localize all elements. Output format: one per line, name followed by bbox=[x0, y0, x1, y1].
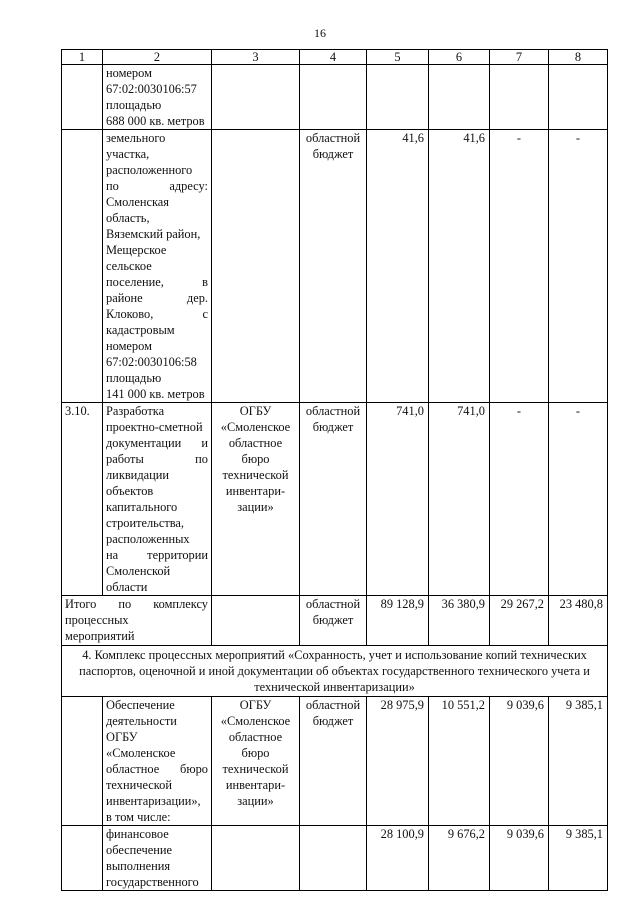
text-line: областное bbox=[228, 730, 283, 744]
text-line: областной bbox=[305, 698, 361, 712]
executor-cell bbox=[212, 596, 300, 646]
text-line: площадью bbox=[106, 98, 162, 112]
table-row bbox=[62, 130, 608, 403]
value-cell: - bbox=[549, 403, 608, 596]
row-number-cell bbox=[62, 826, 103, 891]
executor-cell bbox=[212, 65, 300, 130]
text-line: ликвидации bbox=[106, 468, 170, 482]
value-cell: 741,0 bbox=[367, 403, 429, 596]
value-cell: - bbox=[549, 130, 608, 403]
text-line: областной bbox=[305, 131, 361, 145]
text-line: расположенных bbox=[106, 532, 190, 546]
value-cell bbox=[429, 65, 490, 130]
text-line: земельного bbox=[106, 131, 166, 145]
text-line: областное бюро bbox=[106, 762, 208, 776]
page-number: 16 bbox=[314, 26, 326, 40]
budget-source-cell bbox=[300, 403, 367, 596]
text-line: Обеспечение bbox=[106, 698, 175, 712]
text-line: строительства, bbox=[106, 516, 185, 530]
budget-table bbox=[61, 49, 608, 891]
text-line: Мещерское bbox=[106, 243, 167, 257]
text-line: капитального bbox=[106, 500, 178, 514]
value-cell: 9 385,1 bbox=[549, 697, 608, 826]
measure-name-cell bbox=[103, 826, 212, 891]
text-line: инвентаризации», bbox=[106, 794, 201, 808]
header-cell: 1 bbox=[62, 50, 103, 65]
text-line: «Смоленское bbox=[220, 714, 291, 728]
measure-name-cell bbox=[103, 403, 212, 596]
value-cell: 41,6 bbox=[367, 130, 429, 403]
section-heading: 4. Комплекс процессных мероприятий «Сохранность, учет и использование копий технических паспортов, оценочной и иной документации об объектах государственного технического учета и технической инвентаризации» bbox=[62, 646, 608, 697]
text-line: бюджет bbox=[312, 147, 354, 161]
header-cell: 4 bbox=[300, 50, 367, 65]
header-row bbox=[62, 50, 608, 65]
table-row bbox=[62, 403, 608, 596]
text-line: 67:02:0030106:58 bbox=[106, 355, 197, 369]
value-cell: - bbox=[490, 403, 549, 596]
text-line: Разработка bbox=[106, 404, 165, 418]
value-cell: 36 380,9 bbox=[429, 596, 490, 646]
text-line: зации» bbox=[237, 500, 274, 514]
value-cell: 9 385,1 bbox=[549, 826, 608, 891]
text-line: поселение, в bbox=[106, 275, 208, 289]
text-line: на территории bbox=[106, 548, 208, 562]
text-line: технической bbox=[106, 778, 172, 792]
value-cell: 23 480,8 bbox=[549, 596, 608, 646]
header-cell: 5 bbox=[367, 50, 429, 65]
executor-cell bbox=[212, 826, 300, 891]
text-line: Смоленской bbox=[106, 564, 171, 578]
text-line: кадастровым bbox=[106, 323, 175, 337]
text-line: ОГБУ bbox=[239, 698, 272, 712]
measure-name-cell bbox=[103, 130, 212, 403]
text-line: расположенного bbox=[106, 163, 193, 177]
value-cell: 10 551,2 bbox=[429, 697, 490, 826]
section-row bbox=[62, 646, 608, 697]
table-row bbox=[62, 65, 608, 130]
text-line: Итого по комплексу bbox=[65, 597, 208, 611]
table-row bbox=[62, 826, 608, 891]
value-cell: 28 975,9 bbox=[367, 697, 429, 826]
text-line: деятельности bbox=[106, 714, 177, 728]
text-line: объектов bbox=[106, 484, 154, 498]
value-cell: 89 128,9 bbox=[367, 596, 429, 646]
text-line: номером bbox=[106, 66, 152, 80]
value-cell: 28 100,9 bbox=[367, 826, 429, 891]
total-label-cell bbox=[62, 596, 212, 646]
value-cell: 9 039,6 bbox=[490, 826, 549, 891]
text-line: проектно-сметной bbox=[106, 420, 203, 434]
text-line: работы по bbox=[106, 452, 208, 466]
value-cell: 41,6 bbox=[429, 130, 490, 403]
header-cell: 6 bbox=[429, 50, 490, 65]
text-line: Вяземский район, bbox=[106, 227, 201, 241]
text-line: финансовое bbox=[106, 827, 169, 841]
row-number-cell bbox=[62, 65, 103, 130]
text-line: бюро bbox=[241, 746, 270, 760]
budget-source-cell bbox=[300, 697, 367, 826]
text-line: площадью bbox=[106, 371, 162, 385]
text-line: бюджет bbox=[312, 420, 354, 434]
text-line: бюджет bbox=[312, 613, 354, 627]
budget-source-cell bbox=[300, 65, 367, 130]
text-line: области bbox=[106, 580, 148, 594]
value-cell bbox=[549, 65, 608, 130]
text-line: участка, bbox=[106, 147, 150, 161]
text-line: областной bbox=[305, 404, 361, 418]
text-line: процессных bbox=[65, 613, 129, 627]
text-line: мероприятий bbox=[65, 629, 135, 643]
text-line: ОГБУ bbox=[106, 730, 138, 744]
row-number-cell bbox=[62, 130, 103, 403]
text-line: область, bbox=[106, 211, 150, 225]
value-cell: - bbox=[490, 130, 549, 403]
text-line: областной bbox=[305, 597, 361, 611]
header-cell: 7 bbox=[490, 50, 549, 65]
text-line: инвентари- bbox=[225, 484, 286, 498]
budget-source-cell bbox=[300, 596, 367, 646]
text-line: по адресу: bbox=[106, 179, 208, 193]
text-line: 688 000 кв. метров bbox=[106, 114, 205, 128]
row-number-cell: 3.10. bbox=[62, 403, 103, 596]
value-cell: 9 039,6 bbox=[490, 697, 549, 826]
total-row bbox=[62, 596, 608, 646]
value-cell bbox=[490, 65, 549, 130]
value-cell: 9 676,2 bbox=[429, 826, 490, 891]
text-line: 67:02:0030106:57 bbox=[106, 82, 197, 96]
text-line: Клоково, с bbox=[106, 307, 208, 321]
measure-name-cell bbox=[103, 65, 212, 130]
header-cell: 2 bbox=[103, 50, 212, 65]
text-line: государственного bbox=[106, 875, 199, 889]
value-cell: 741,0 bbox=[429, 403, 490, 596]
text-line: 141 000 кв. метров bbox=[106, 387, 205, 401]
text-line: бюджет bbox=[312, 714, 354, 728]
text-line: Смоленская bbox=[106, 195, 169, 209]
text-line: областное bbox=[228, 436, 283, 450]
text-line: «Смоленское bbox=[220, 420, 291, 434]
text-line: документации и bbox=[106, 436, 208, 450]
text-line: выполнения bbox=[106, 859, 171, 873]
executor-cell bbox=[212, 130, 300, 403]
header-cell: 3 bbox=[212, 50, 300, 65]
budget-source-cell bbox=[300, 826, 367, 891]
text-line: сельское bbox=[106, 259, 152, 273]
text-line: обеспечение bbox=[106, 843, 172, 857]
text-line: ОГБУ bbox=[239, 404, 272, 418]
text-line: номером bbox=[106, 339, 152, 353]
measure-name-cell bbox=[103, 697, 212, 826]
value-cell: 29 267,2 bbox=[490, 596, 549, 646]
text-line: зации» bbox=[237, 794, 274, 808]
row-number-cell bbox=[62, 697, 103, 826]
text-line: «Смоленское bbox=[106, 746, 176, 760]
budget-source-cell bbox=[300, 130, 367, 403]
text-line: бюро bbox=[241, 452, 270, 466]
text-line: районе дер. bbox=[106, 291, 208, 305]
text-line: технической bbox=[222, 762, 289, 776]
text-line: в том числе: bbox=[106, 810, 171, 824]
text-line: технической bbox=[222, 468, 289, 482]
table-row bbox=[62, 697, 608, 826]
header-cell: 8 bbox=[549, 50, 608, 65]
executor-cell bbox=[212, 697, 300, 826]
executor-cell bbox=[212, 403, 300, 596]
text-line: инвентари- bbox=[225, 778, 286, 792]
value-cell bbox=[367, 65, 429, 130]
